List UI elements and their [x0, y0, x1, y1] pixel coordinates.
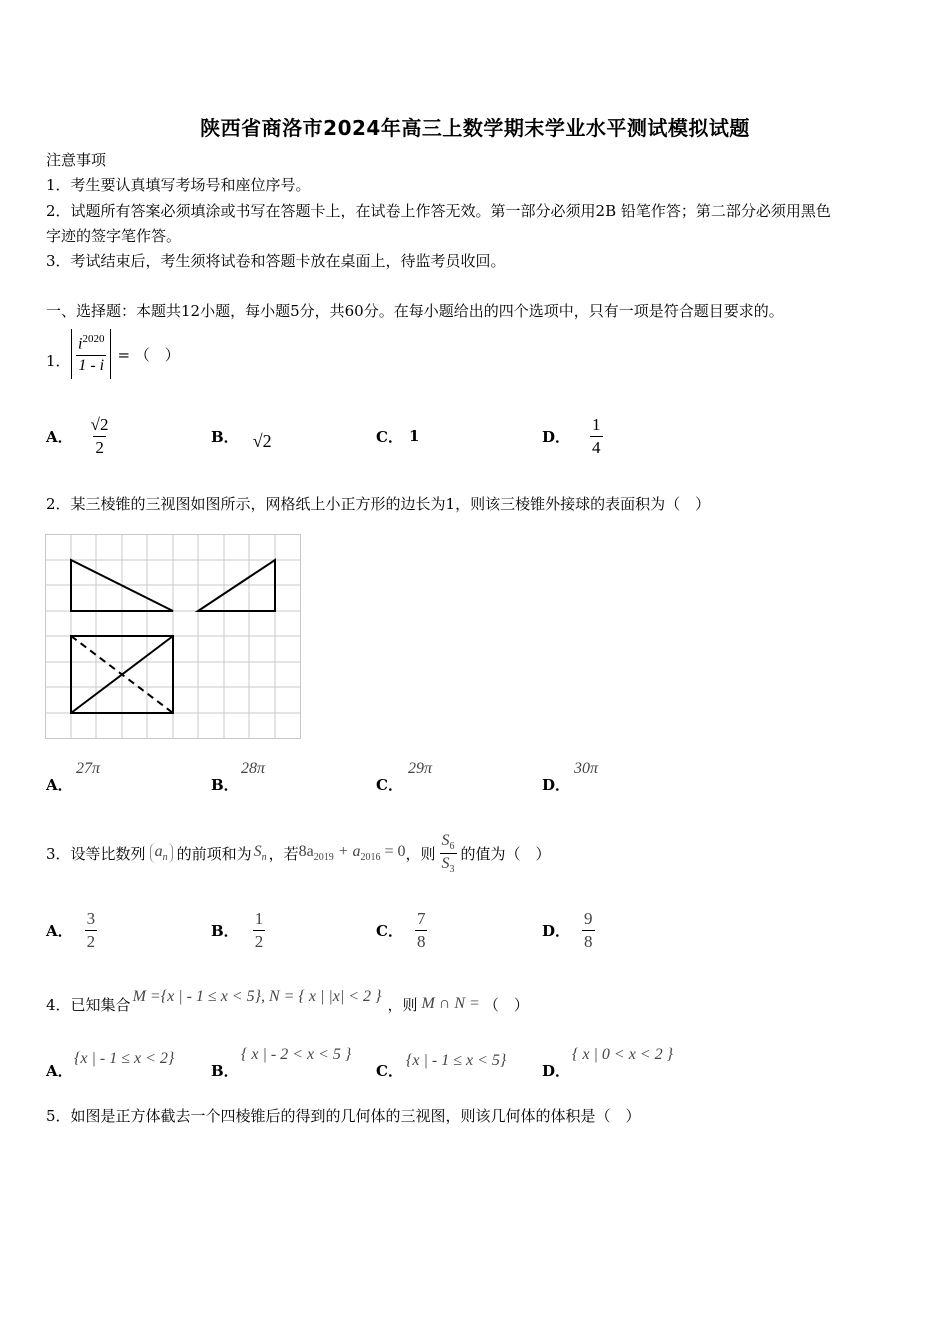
q1-option-d-num: 1 [592, 414, 601, 434]
q3-options [46, 903, 906, 957]
q4-option-b[interactable] [211, 1044, 371, 1084]
notice-item-2-cont: 字迹的签字笔作答。 [46, 227, 182, 245]
q3-number: 3． [46, 844, 71, 863]
q2-option-a-text: 27π [76, 760, 101, 777]
q4-option-b-label: B． [211, 1062, 239, 1080]
q2-option-a-label: A． [46, 776, 73, 794]
notice-item-2: 2．试题所有答案必须填涂或书写在答题卡上，在试卷上作答无效。第一部分必须用2B 铅笔作答；第二部分必须用黑色 [46, 202, 831, 220]
q3-option-a-den: 2 [86, 931, 96, 951]
q1-option-b[interactable] [211, 408, 272, 464]
q2-options [46, 760, 906, 796]
q3-sum-symbol: S [253, 843, 262, 860]
q4-option-d[interactable] [542, 1044, 722, 1084]
q3-line [46, 818, 551, 888]
q3-equation [299, 843, 406, 863]
q3-sum-sub: n [261, 852, 267, 863]
q3-eq-plus: + a [337, 843, 361, 860]
q3-ratio-den-sub: 3 [449, 863, 455, 875]
q3-option-d-num: 9 [584, 908, 593, 928]
q3-option-b-label: B． [211, 921, 239, 940]
q4-intersection: M ∩ N = [421, 995, 480, 1012]
q1-tail: = （ ） [117, 345, 180, 364]
q3-text-4: ，则 [405, 844, 436, 863]
q3-text-5: 的值为（ ） [460, 844, 551, 863]
q2-option-b[interactable] [211, 760, 351, 796]
q4-options [46, 1044, 906, 1084]
q4-option-d-text: { x | 0 < x < 2 } [572, 1046, 673, 1063]
q3-text-1: 设等比数列 [70, 844, 146, 863]
q4-set-definition: M ={x | - 1 ≤ x < 5}, N = { x | |x| < 2 } [132, 988, 382, 1005]
q3-sum [254, 843, 267, 863]
q1-option-a-num: √2 [90, 414, 109, 434]
q2-option-c-label: C． [376, 776, 403, 794]
q3-option-d[interactable] [542, 903, 595, 957]
q3-option-a[interactable] [46, 903, 97, 957]
q5-text: 5．如图是正方体截去一个四棱锥后的得到的几何体的三视图，则该几何体的体积是（ ） [46, 1107, 641, 1125]
section-heading: 一、选择题：本题共12小题，每小题5分，共60分。在每小题给出的四个选项中，只有一项是符合题目要求的。 [46, 302, 784, 320]
q3-option-c-den: 8 [416, 931, 426, 951]
q3-ratio-num-sub: 6 [449, 840, 455, 852]
q4-option-c-text: {x | - 1 ≤ x < 5} [406, 1052, 507, 1069]
q3-seq-symbol: a [154, 843, 163, 860]
q3-option-c-num: 7 [416, 908, 426, 928]
q4-option-d-label: D． [542, 1062, 571, 1080]
q3-eq-coef: 8a [298, 843, 314, 860]
q2-option-c[interactable] [376, 760, 516, 796]
q2-option-d-text: 30π [574, 760, 599, 777]
q2-option-b-text: 28π [241, 760, 266, 777]
q2-option-d[interactable] [542, 760, 682, 796]
q1-option-d-den: 4 [592, 437, 601, 457]
q2-three-view-figure [45, 534, 302, 740]
q3-option-c-label: C． [376, 921, 403, 940]
q3-eq-sub1: 2019 [313, 852, 334, 863]
q3-ratio [440, 832, 457, 875]
q4-option-a-text: {x | - 1 ≤ x < 2} [74, 1050, 175, 1067]
q1-number: 1． [46, 352, 71, 370]
q2-option-b-label: B． [211, 776, 239, 794]
notice-heading: 注意事项 [46, 151, 107, 169]
q2-text: 2．某三棱锥的三视图如图所示，网格纸上小正方形的边长为1，则该三棱锥外接球的表面积为（ ） [46, 495, 711, 513]
q1-exponent: 2020 [82, 333, 105, 346]
q3-option-d-label: D． [542, 921, 571, 940]
q4-number: 4． [46, 995, 71, 1014]
q1-expression [71, 327, 180, 381]
q4-option-a-label: A． [46, 1062, 73, 1080]
q4-option-a[interactable] [46, 1044, 206, 1084]
q1-option-b-text: √2 [252, 430, 272, 451]
q1-option-b-label: B． [211, 427, 239, 446]
q4-text-1: 已知集合 [70, 995, 131, 1014]
q4-option-c[interactable] [376, 1044, 536, 1084]
q3-sequence [150, 843, 173, 863]
q3-option-a-num: 3 [86, 908, 96, 928]
q1-option-a[interactable] [46, 408, 110, 464]
q1-option-c-label: C． [376, 427, 403, 446]
q3-text-2: 的前项和为 [176, 844, 252, 863]
q3-option-c[interactable] [376, 903, 427, 957]
q3-eq-sub2: 2016 [360, 852, 381, 863]
q1-option-a-label: A． [46, 427, 73, 446]
q3-ratio-den: S [441, 854, 450, 872]
q2-option-d-label: D． [542, 776, 571, 794]
q1-option-d-label: D． [542, 427, 571, 446]
q1-denominator: 1 - i [78, 356, 105, 374]
notice-item-1: 1．考生要认真填写考场号和座位序号。 [46, 176, 311, 194]
q1-numerator: i [78, 335, 83, 353]
q4-text-2: ，则 [387, 995, 418, 1014]
q3-ratio-num: S [441, 831, 450, 849]
q1-option-d[interactable] [542, 408, 603, 464]
q1-option-c-text: 1 [408, 427, 420, 445]
q4-option-c-label: C． [376, 1062, 403, 1080]
q3-option-a-label: A． [46, 921, 73, 940]
q3-option-d-den: 8 [584, 931, 593, 951]
q1-option-a-den: 2 [95, 437, 104, 457]
q2-option-a[interactable] [46, 760, 186, 796]
q3-text-3: ，若 [268, 844, 299, 863]
q4-option-b-text: { x | - 2 < x < 5 } [241, 1046, 352, 1063]
notice-item-3: 3．考试结束后，考生须将试卷和答题卡放在桌面上，待监考员收回。 [46, 252, 506, 270]
page-title: 陕西省商洛市2024年高三上数学期末学业水平测试模拟试题 [200, 116, 750, 140]
q1-options [46, 408, 906, 464]
q4-line [46, 984, 529, 1024]
q3-seq-sub: n [162, 852, 168, 863]
q2-option-c-text: 29π [408, 760, 433, 777]
q3-eq-tail: = 0 [384, 843, 406, 860]
q4-text-3: （ ） [483, 995, 529, 1014]
q1-option-c[interactable] [376, 408, 419, 464]
q3-option-b-den: 2 [254, 931, 264, 951]
q3-option-b-num: 1 [254, 908, 264, 928]
q3-option-b[interactable] [211, 903, 265, 957]
